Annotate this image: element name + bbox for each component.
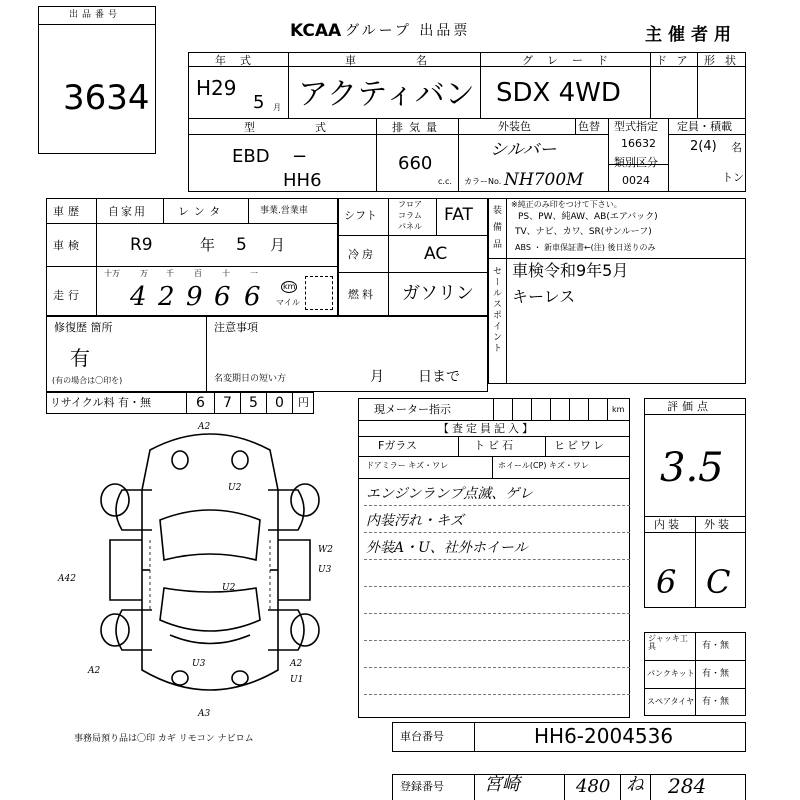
mileage-digit-1: 4 xyxy=(130,282,147,312)
rename-day-unit: 日まで xyxy=(418,369,460,385)
name-label: 車名 xyxy=(345,54,487,67)
mirror-label: ドアミラー キズ・ワレ xyxy=(366,461,449,470)
wheel-label: ホイール(CP) キズ・ワレ xyxy=(498,461,589,470)
repair-label: 修復歴 箇所 xyxy=(54,321,113,334)
mileage-digit-3: 9 xyxy=(186,282,203,312)
spare-label: スペアタイヤ xyxy=(647,697,695,706)
history-rental: レンタ xyxy=(178,205,226,218)
office-note: 事務局預り品は〇印 カギ リモコン ナビロム xyxy=(74,734,254,744)
model-code: HH6 xyxy=(283,170,322,191)
recycle-label: リサイクル料 有・無 xyxy=(50,396,151,409)
grade-label: グレード xyxy=(522,54,622,67)
inspector-title: 【査定員記入】 xyxy=(438,422,536,435)
spare-value: 有・無 xyxy=(702,697,730,707)
model-prefix: EBD xyxy=(232,146,270,167)
mileage-digit-2: 2 xyxy=(158,282,175,312)
shaken-month-unit: 月 xyxy=(270,236,286,254)
registration-region: 宮崎 xyxy=(484,774,520,795)
fuel-value: ガソリン xyxy=(402,283,474,304)
sales-point-2: キーレス xyxy=(512,287,576,306)
recycle-digit-3: 5 xyxy=(249,395,258,411)
mark-right-mid: W2 xyxy=(318,545,333,555)
shaken-month: 5 xyxy=(236,235,247,255)
interior-score: 6 xyxy=(656,563,677,601)
inspector-comment-1: エンジンランプ点滅、ゲレ xyxy=(366,486,534,502)
registration-class: 480 xyxy=(576,776,611,797)
equipment-line3: ABS ・ 新車保証書←(注) 後日送りのみ xyxy=(515,243,656,252)
lot-number-label: 出品番号 xyxy=(69,10,122,20)
registration-number: 284 xyxy=(668,774,707,798)
grade-value: SDX 4WD xyxy=(496,78,621,108)
mark-roof: U2 xyxy=(222,583,236,593)
doors-label: ドア xyxy=(656,54,698,67)
registration-kana: ね xyxy=(626,774,644,795)
equipment-note: ※純正のみ印をつけて下さい。 xyxy=(511,200,622,209)
repair-note: (有の場合は〇印を) xyxy=(52,376,123,385)
shaken-year-unit: 年 xyxy=(200,236,216,254)
shift-floor: フロア xyxy=(398,200,422,209)
capacity-label: 定員・積載 xyxy=(677,120,732,133)
type-designation-label: 型式指定 xyxy=(614,120,658,133)
exterior-label: 外装 xyxy=(704,518,732,531)
shape-label: 形状 xyxy=(704,54,746,67)
exterior-color-label: 外装色 xyxy=(498,120,531,133)
year-label: 年式 xyxy=(215,54,265,67)
ton-unit: トン xyxy=(722,171,744,184)
cc-unit: c.c. xyxy=(438,177,452,186)
shaken-era: R9 xyxy=(130,235,153,255)
chip-label: トビ石 xyxy=(474,439,516,452)
equipment-label: 装備品 xyxy=(491,205,501,256)
category-label: 類別区分 xyxy=(614,156,658,169)
mark-left-rear: A2 xyxy=(88,666,101,676)
model-dash: − xyxy=(292,146,308,167)
sales-points-label: セールスポイント xyxy=(491,266,501,354)
shift-panel: パネル xyxy=(398,222,422,231)
shift-column: コラム xyxy=(398,211,422,220)
equipment-line1: PS、PW、純AW、AB(エアバック) xyxy=(518,212,658,222)
fuel-label: 燃料 xyxy=(348,288,376,301)
mark-trunk: U3 xyxy=(192,659,206,669)
puncture-value: 有・無 xyxy=(702,669,730,679)
exterior-color-value: シルバー xyxy=(490,140,557,160)
month-unit: 月 xyxy=(273,103,281,112)
puncture-label: パンクキット xyxy=(647,669,695,678)
shift-label: シフト xyxy=(344,209,377,222)
recycle-unit: 円 xyxy=(298,396,309,409)
sheet-title: グループ 出品票 xyxy=(345,23,471,39)
chassis-value: HH6-2004536 xyxy=(534,724,674,748)
mark-left-side: A42 xyxy=(58,574,76,584)
month-value: 5 xyxy=(253,92,265,113)
crack-label: ヒビワレ xyxy=(554,439,606,452)
interior-label: 内装 xyxy=(654,518,682,531)
mark-right-rear: A2 xyxy=(290,659,303,669)
mark-rear: A3 xyxy=(198,709,211,719)
km-mark: km xyxy=(283,282,296,291)
digit-label-6: 一 xyxy=(250,269,258,278)
rename-month-unit: 月 xyxy=(370,369,384,385)
registration-label: 登録番号 xyxy=(400,780,444,793)
grade-score-label: 評価点 xyxy=(667,400,712,413)
displacement-value: 660 xyxy=(398,153,433,174)
recycle-digit-4: 0 xyxy=(275,395,284,411)
exterior-score: C xyxy=(706,563,731,601)
chassis-label: 車台番号 xyxy=(400,730,444,743)
equipment-line2: TV、ナビ、カワ、SR(サンルーフ) xyxy=(515,227,652,237)
digit-label-2: 万 xyxy=(140,269,148,278)
inspector-comment-3: 外装A・U、社外ホイール xyxy=(366,540,528,556)
ac-value: AC xyxy=(424,244,448,264)
brand-logo: KCAA xyxy=(290,21,342,41)
mark-right-rear-2: U1 xyxy=(290,675,304,685)
mark-right-low: U3 xyxy=(318,565,332,575)
shift-value: FAT xyxy=(444,205,473,225)
digit-label-5: 十 xyxy=(222,269,230,278)
glass-label: Fガラス xyxy=(378,439,417,452)
meter-label: 現メーター指示 xyxy=(374,403,451,416)
category-value: 0024 xyxy=(622,174,650,187)
digit-label-3: 千 xyxy=(166,269,174,278)
history-commercial: 事業.営業車 xyxy=(260,206,308,216)
mileage-label: 走行 xyxy=(53,289,83,302)
history-private: 自家用 xyxy=(108,205,147,218)
capacity-value: 2(4) xyxy=(690,139,717,154)
rename-label: 名変期日の短い方 xyxy=(214,374,287,384)
mile-label: マイル xyxy=(276,298,300,307)
lot-number: 3634 xyxy=(63,78,150,118)
recycle-digit-1: 6 xyxy=(196,395,205,411)
digit-label-1: 十万 xyxy=(104,269,120,278)
capacity-unit: 名 xyxy=(731,141,742,154)
type-designation-value: 16632 xyxy=(621,137,656,150)
host-label: 主催者用 xyxy=(645,25,737,45)
inspector-comment-2: 内装汚れ・キズ xyxy=(366,513,464,529)
year-value: H29 xyxy=(196,76,237,100)
jack-label: ジャッキ工具 xyxy=(648,634,688,651)
mileage-digit-5: 6 xyxy=(244,282,261,312)
recycle-digit-2: 7 xyxy=(223,395,232,411)
history-label: 車歴 xyxy=(53,205,83,218)
grade-score-value: 3.5 xyxy=(660,445,724,491)
color-no-value: NH700M xyxy=(504,170,584,190)
vehicle-name: アクティバン xyxy=(298,77,475,112)
meter-km: km xyxy=(612,405,625,414)
color-no-label: カラーNo. xyxy=(464,177,502,186)
mileage-digit-4: 6 xyxy=(214,282,231,312)
ac-label: 冷房 xyxy=(348,248,376,261)
jack-value: 有・無 xyxy=(702,641,730,651)
model-label: 型式 xyxy=(244,121,386,134)
lot-number-box xyxy=(38,6,156,154)
sales-point-1: 車検令和9年5月 xyxy=(512,261,629,280)
notes-label: 注意事項 xyxy=(214,321,258,334)
shaken-label: 車検 xyxy=(53,239,83,252)
mark-hood: U2 xyxy=(228,483,242,493)
mark-front: A2 xyxy=(198,422,211,432)
displacement-label: 排気量 xyxy=(392,121,443,134)
digit-label-4: 百 xyxy=(194,269,202,278)
repair-value: 有 xyxy=(70,346,90,370)
color-change-label: 色替 xyxy=(578,120,600,133)
